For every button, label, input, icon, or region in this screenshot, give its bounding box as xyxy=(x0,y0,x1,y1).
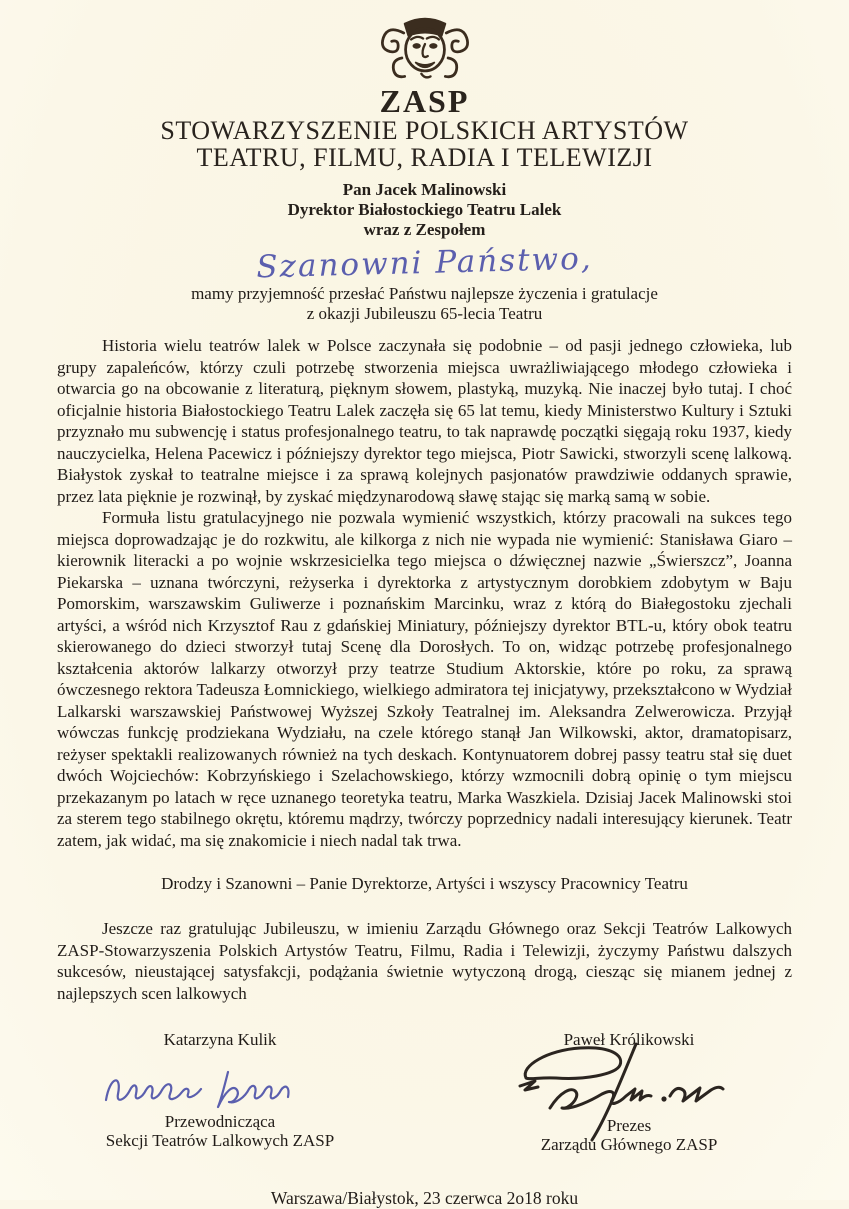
signature-block-left xyxy=(70,1030,370,1154)
signer-title-left-line2: Sekcji Teatrów Lalkowych ZASP xyxy=(105,1131,335,1150)
body-paragraph-2: Formuła listu gratulacyjnego nie pozwala wymienić wszystkich, którzy pracowali na sukces tego miejsca doprowadzając je do rozkwitu, ale kilkorga z nich nie wypada nie wymienić: Stanisława Giaro – kierownik literacki a po wojnie wskrzesicielka tego miejsca o dźwięcznej nazwie „Świerszcz”, Joanna Piekarska – uznana twórczyni, reżyserka i dyrektorka z artystycznym dorobkiem zdobytym w Baju Pomorskim, warszawskim Guliwerze i poznańskim Marcinku, wraz z którą do Białegostoku zjechali artyści, a wśród nich Krzysztof Rau z gdańskiej Miniatury, późniejszy dyrektor BTL-u, który obok teatru skierowanego do dzieci stworzył tutaj Scenę dla Dorosłych. To on, widząc potrzebę profesjonalnego kształcenia aktorów lalkarzy otworzył przy teatrze Studium Aktorskie, które po roku, za sprawą ówczesnego rektora Tadeusza Łomnickiego, wielkiego admiratora tej inicjatywy, przekształcono w Wydział Lalkarski warszawskiej Państwowej Wyższej Szkoły Teatralnej im. Aleksandra Zelwerowicza. Przyjął wówczas funkcję prodziekana Wydziału, na czele którego stanął Jan Wilkowski, aktor, dramatopisarz, reżyser spektakli realizowanych również na tych deskach. Kontynuatorem dobrej passy teatru stał się duet dwóch Wojciechów: Kobrzyńskiego i Szelachowskiego, którzy wzmocnili dobrą opinię o tym miejscu przekazanym po latach w ręce uznanego teoretyka teatru, Marka Waszkiela. Dzisiaj Jacek Malinowski stoi za sterem tego stabilnego okrętu, któremu mądrzy, twórczy poprzednicy nadali interesujący kierunek. Teatr zatem, jak widać, ma się znakomicie i niech nadal tak trwa. xyxy=(57,508,792,850)
intro-lines xyxy=(0,284,849,324)
signer-title-left-line1: Przewodnicząca xyxy=(164,1112,276,1131)
signer-title-right-line2: Zarządu Głównego ZASP xyxy=(540,1135,718,1154)
signer-name-left: Katarzyna Kulik xyxy=(163,1030,277,1049)
kulik-handwritten-signature-icon xyxy=(100,1060,340,1112)
recipient-addendum: wraz z Zespołem xyxy=(363,220,486,239)
signature-row xyxy=(70,1030,779,1154)
krolikowski-handwritten-signature-icon xyxy=(512,1038,747,1146)
body-paragraph-1: Historia wielu teatrów lalek w Polsce zaczynała się podobnie – od pasji jednego człowieka, lub grupy zapaleńców, którzy czuli potrzebę stworzenia miejsca uwrażliwiającego młodego człowieka i otwarcia go na obcowanie z literaturą, pięknym słowem, plastyką, muzyką. Nie inaczej było tutaj. I choć oficjalnie historia Białostockiego Teatru Lalek zaczęła się 65 lat temu, kiedy Ministerstwo Kultury i Sztuki przyznało mu subwencję i status profesjonalnego teatru, to tak naprawdę początki sięgają roku 1937, kiedy nauczycielka, Helena Pacewicz i późniejszy dyrektor tego miejsca, Piotr Sawicki, stworzyli scenę lalkową. Białystok zyskał to teatralne miejsce i za sprawą kolejnych pasjonatów prawdziwie oddanych sprawie, przez lata pięknie je rozwinął, by zyskać międzynarodową sławę stając się marką samą w sobie. xyxy=(57,336,792,506)
letter-body xyxy=(57,335,792,851)
recipient-block xyxy=(0,180,849,240)
signer-title-right-line1: Prezes xyxy=(606,1116,652,1135)
org-name-line1: STOWARZYSZENIE POLSKICH ARTYSTÓW xyxy=(160,116,689,145)
body-paragraph-3: Jeszcze raz gratulując Jubileuszu, w imieniu Zarządu Głównego oraz Sekcji Teatrów Lalkowych ZASP-Stowarzyszenia Polskich Artystów Teatru, Filmu, Radia i Telewizji, życzymy Państwu dalszych sukcesów, nieustającej satysfakcji, podążania świetnie wytyczoną drogą, ciesząc się mianem jednej z najlepszych scen lalkowych xyxy=(57,919,792,1003)
theatre-mask-logo-icon xyxy=(369,8,481,82)
recipient-name: Pan Jacek Malinowski xyxy=(342,180,507,199)
intro-line1: mamy przyjemność przesłać Państwu najlepsze życzenia i gratulacje xyxy=(191,284,658,303)
recipient-title: Dyrektor Białostockiego Teatru Lalek xyxy=(287,200,562,219)
address-line: Drodzy i Szanowni – Panie Dyrektorze, Artyści i wszyscy Pracownicy Teatru xyxy=(161,874,688,893)
signer-name-right: Paweł Królikowski xyxy=(563,1030,695,1049)
dateline: Warszawa/Białystok, 23 czerwca 2o18 roku xyxy=(270,1188,579,1208)
intro-line2: z okazji Jubileuszu 65-lecia Teatru xyxy=(306,304,543,323)
handwritten-salutation: Szanowni Państwo, xyxy=(255,240,594,286)
signature-block-right xyxy=(479,1030,779,1154)
org-abbreviation: ZASP xyxy=(379,83,470,119)
org-name-line2: TEATRU, FILMU, RADIA I TELEWIZJI xyxy=(196,143,653,172)
letterhead xyxy=(0,0,849,171)
closing-paragraph-wrap xyxy=(57,918,792,1004)
